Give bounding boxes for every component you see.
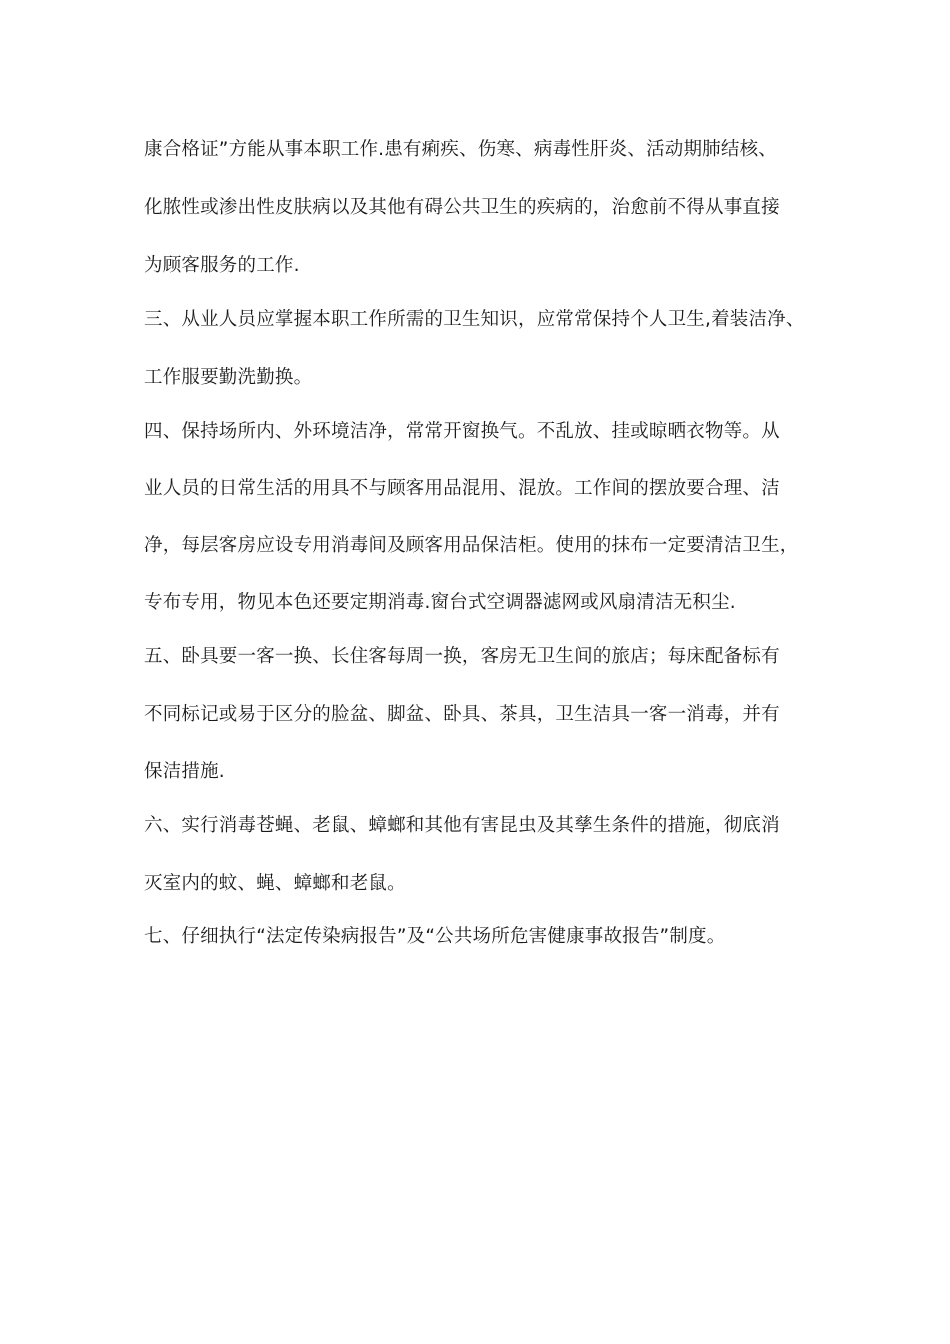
text-line: 保洁措施. [144, 761, 225, 782]
text-line: 四、保持场所内、外环境洁净，常常开窗换气。不乱放、挂或晾晒衣物等。从 [144, 421, 780, 442]
text-line: 化脓性或渗出性皮肤病以及其他有碍公共卫生的疾病的，治愈前不得从事直接 [144, 197, 780, 218]
text-line: 净，每层客房应设专用消毒间及顾客用品保洁柜。使用的抹布一定要清洁卫生， [144, 535, 799, 556]
text-line: 五、卧具要一客一换、长住客每周一换，客房无卫生间的旅店；每床配备标有 [144, 646, 780, 667]
text-line: 工作服要勤洗勤换。 [144, 367, 313, 388]
text-line: 专布专用，物见本色还要定期消毒.窗台式空调器滤网或风扇清洁无积尘. [144, 592, 736, 613]
text-line: 六、实行消毒苍蝇、老鼠、蟑螂和其他有害昆虫及其孳生条件的措施，彻底消 [144, 815, 780, 836]
text-line: 七、仔细执行“法定传染病报告”及“公共场所危害健康事故报告”制度。 [144, 926, 726, 947]
text-line: 三、从业人员应掌握本职工作所需的卫生知识，应常常保持个人卫生,着装洁净、 [144, 309, 805, 330]
text-line: 业人员的日常生活的用具不与顾客用品混用、混放。工作间的摆放要合理、洁 [144, 478, 780, 499]
text-line: 为顾客服务的工作. [144, 255, 300, 276]
text-line: 灭室内的蚊、蝇、蟑螂和老鼠。 [144, 873, 406, 894]
text-line: 不同标记或易于区分的脸盆、脚盆、卧具、茶具，卫生洁具一客一消毒，并有 [144, 704, 780, 725]
text-line: 康合格证”方能从事本职工作.患有痢疾、伤寒、病毒性肝炎、活动期肺结核、 [144, 139, 777, 160]
